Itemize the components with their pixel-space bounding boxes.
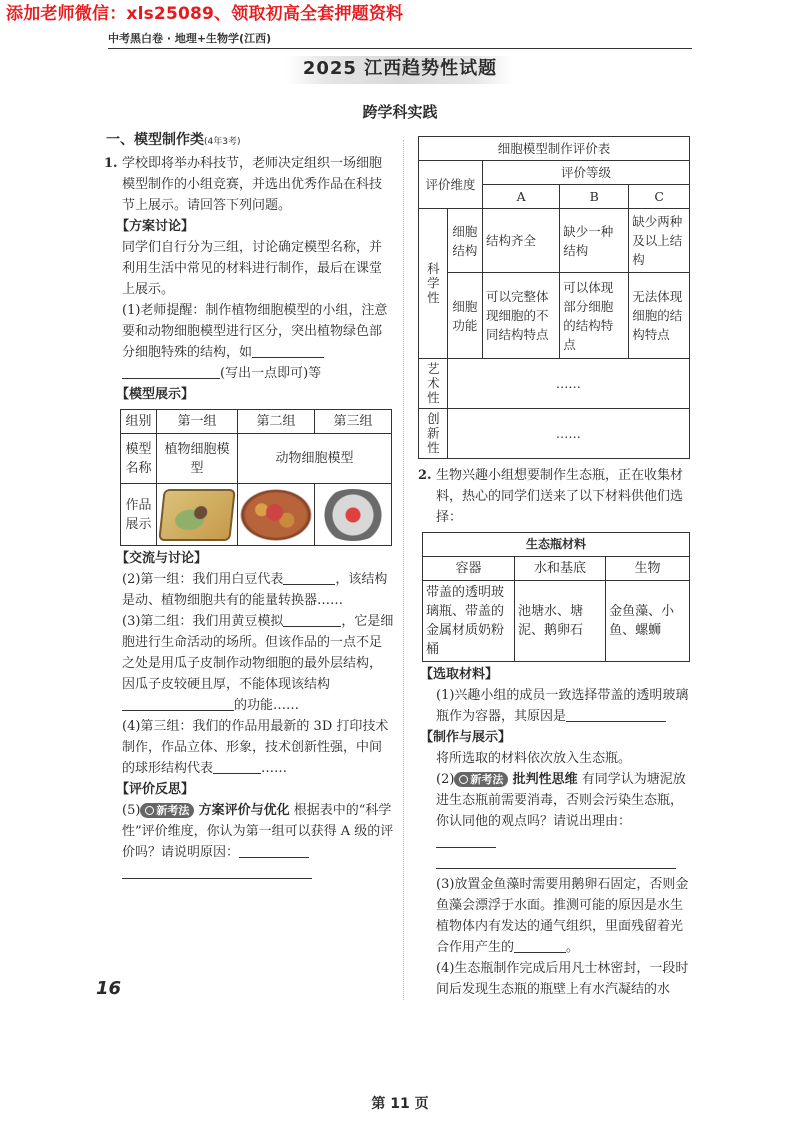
q1-5-bold: 方案评价与优化 [198, 803, 290, 818]
cell-header: 作品展示 [121, 484, 157, 546]
answer-blank[interactable] [122, 365, 220, 379]
material-caption: 生态瓶材料 [423, 533, 690, 557]
q1-2b: ，该结构是动、植物细胞共有的能量转换器…… [122, 572, 388, 608]
subject-title: 跨学科实践 [362, 103, 438, 121]
question-2 [418, 465, 690, 528]
question-2-cont [418, 664, 690, 1000]
cell-group-3: 第三组 [315, 410, 392, 434]
cell-header-water: 水和基底 [515, 557, 606, 581]
new-method-badge [454, 772, 508, 787]
answer-blank[interactable] [122, 697, 234, 711]
eval-table [418, 136, 690, 459]
right-column [418, 130, 690, 1000]
cell-func-c: 无法体现细胞的结构特点 [629, 273, 690, 359]
cell-struct-a: 结构齐全 [483, 209, 560, 273]
exam-title-text: 2025 江西趋势性试题 [302, 58, 498, 79]
q1-3b: ，它是细胞进行生命活动的场所。但该作品的一点不足之处是用瓜子皮制作动物细胞的最外层结构，因瓜子皮较硬且厚，不能体现该结构 [122, 614, 394, 692]
cell-level-c: C [629, 185, 690, 209]
answer-blank[interactable] [436, 855, 676, 869]
cell-header-level: 评价等级 [483, 161, 690, 185]
series-header: 中考黑白卷 · 地理+生物学(江西) [108, 32, 272, 45]
cell-name-23: 动物细胞模型 [238, 434, 392, 484]
q1-5-num: (5) [122, 803, 141, 818]
cell-image-1 [157, 484, 238, 546]
exam-title [0, 58, 800, 79]
new-method-badge [140, 803, 194, 818]
section-note: (4年3考) [204, 137, 241, 147]
page-number: 第 11 页 [371, 1096, 429, 1112]
q1-1-end: (写出一点即可)等 [220, 366, 322, 381]
tag-plan: 【方案讨论】 [116, 219, 195, 234]
q1-2a: (2)第一组：我们用白豆代表 [122, 572, 284, 587]
badge-text: 新考法 [156, 804, 190, 817]
section-title-text: 一、模型制作类 [106, 132, 204, 148]
q1-4a: (4)第三组：我们的作品用最新的 3D 打印技术制作，作品立体、形象，技术创新性强，中间的球形结构代表 [122, 719, 389, 776]
tag-discuss: 【交流与讨论】 [116, 551, 208, 566]
q2-2-bold: 批判性思维 [512, 772, 578, 787]
tag-make: 【制作与展示】 [420, 730, 512, 745]
cell-level-a: A [483, 185, 560, 209]
q2-2-num: (2) [436, 772, 455, 787]
cell-header-container: 容器 [423, 557, 515, 581]
question-number: 1. [104, 156, 118, 171]
question-intro: 学校即将举办科技节，老师决定组织一场细胞模型制作的小组竞赛，并选出优秀作品在科技节上展示。请回答下列问题。 [122, 156, 383, 213]
cell-dim-sci: 科学性 [419, 209, 448, 359]
q1-4b: …… [261, 761, 288, 776]
cell-image-2 [238, 484, 315, 546]
column-divider [403, 140, 404, 1000]
cell-header-dim: 评价维度 [419, 161, 483, 209]
q2-2-text: 有同学认为塘泥放进生态瓶前需要消毒，否则会污染生态瓶，你认同他的观点吗？请说出理由： [436, 772, 686, 829]
answer-blank[interactable] [213, 760, 261, 774]
bulb-icon [145, 806, 154, 815]
3d-cell-model-image [317, 489, 389, 541]
cell-struct-b: 缺少一种结构 [560, 209, 629, 273]
question-1 [104, 153, 394, 405]
q2-1-text: (1)兴趣小组的成员一致选择带盖的透明玻璃瓶作为容器，其原因是 [436, 688, 689, 724]
cell-header: 模型名称 [121, 434, 157, 484]
section-title [106, 130, 394, 153]
cell-group-1: 第一组 [157, 410, 238, 434]
answer-blank[interactable] [252, 344, 324, 358]
cell-name-1: 植物细胞模型 [157, 434, 238, 484]
cell-header: 组别 [121, 410, 157, 434]
question-1-cont [104, 548, 394, 884]
answer-blank[interactable] [514, 939, 566, 953]
cell-struct-c: 缺少两种及以上结构 [629, 209, 690, 273]
answer-blank[interactable] [239, 844, 309, 858]
header-rule [108, 48, 692, 49]
answer-blank[interactable] [283, 613, 341, 627]
make-text: 将所选取的材料依次放入生态瓶。 [436, 751, 632, 766]
q2-4-text: (4)生态瓶制作完成后用凡士林密封，一段时间后发现生态瓶的瓶壁上有水汽凝结的水 [436, 961, 689, 997]
cell-header-organism: 生物 [606, 557, 690, 581]
q1-1-text: (1)老师提醒：制作植物细胞模型的小组，注意要和动物细胞模型进行区分，突出植物绿色部分细胞特殊的结构，如 [122, 303, 388, 360]
tag-select: 【选取材料】 [420, 667, 499, 682]
q1-3a: (3)第二组：我们用黄豆模拟 [122, 614, 284, 629]
eval-caption: 细胞模型制作评价表 [419, 137, 690, 161]
q1-3c: 的功能…… [234, 698, 300, 713]
q2-3a: (3)放置金鱼藻时需要用鹅卵石固定，否则金鱼藻会漂浮于水面。推测可能的原因是水生植物体内有发达的通气组织，里面残留着光合作用产生的 [436, 877, 689, 955]
answer-blank[interactable] [283, 571, 335, 585]
question-intro: 生物兴趣小组想要制作生态瓶，正在收集材料，热心的同学们送来了以下材料供他们选择： [436, 468, 684, 525]
answer-blank[interactable] [122, 865, 312, 879]
cell-func-a: 可以完整体现细胞的不同结构特点 [483, 273, 560, 359]
cell-group-2: 第二组 [238, 410, 315, 434]
question-number: 2. [418, 468, 432, 483]
cell-func: 细胞功能 [447, 273, 482, 359]
cell-image-3 [315, 484, 392, 546]
cell-innov-val: …… [447, 409, 689, 459]
tag-model: 【模型展示】 [116, 387, 195, 402]
answer-blank[interactable] [566, 708, 666, 722]
cell-container: 带盖的透明玻璃瓶、带盖的金属材质奶粉桶 [423, 581, 515, 662]
tag-reflect: 【评价反思】 [116, 782, 195, 797]
animal-cell-model-image [240, 489, 312, 541]
model-table [120, 409, 392, 546]
cell-level-b: B [560, 185, 629, 209]
cell-dim-innov: 创新性 [419, 409, 448, 459]
cell-water: 池塘水、塘泥、鹅卵石 [515, 581, 606, 662]
cell-struct: 细胞结构 [447, 209, 482, 273]
cell-organism: 金鱼藻、小鱼、螺蛳 [606, 581, 690, 662]
bulb-icon [459, 775, 468, 784]
left-column [104, 130, 394, 884]
cell-art-val: …… [447, 359, 689, 409]
q2-3b: 。 [566, 940, 580, 955]
material-table [422, 532, 690, 662]
watermark-text: 添加老师微信：xls25089、领取初高全套押题资料 [6, 4, 404, 24]
q1-5-text: 根据表中的“科学性”评价维度，你认为第一组可以获得 A 级的评价吗？请说明原因： [122, 803, 394, 860]
plant-cell-model-image [158, 489, 235, 541]
badge-text: 新考法 [470, 773, 504, 786]
plan-text: 同学们自行分为三组，讨论确定模型名称，并利用生活中常见的材料进行制作，最后在课堂上展示。 [122, 240, 383, 297]
cell-func-b: 可以体现部分细胞的结构特点 [560, 273, 629, 359]
corner-page-number: 16 [96, 978, 122, 999]
answer-blank[interactable] [436, 834, 496, 848]
cell-dim-art: 艺术性 [419, 359, 448, 409]
